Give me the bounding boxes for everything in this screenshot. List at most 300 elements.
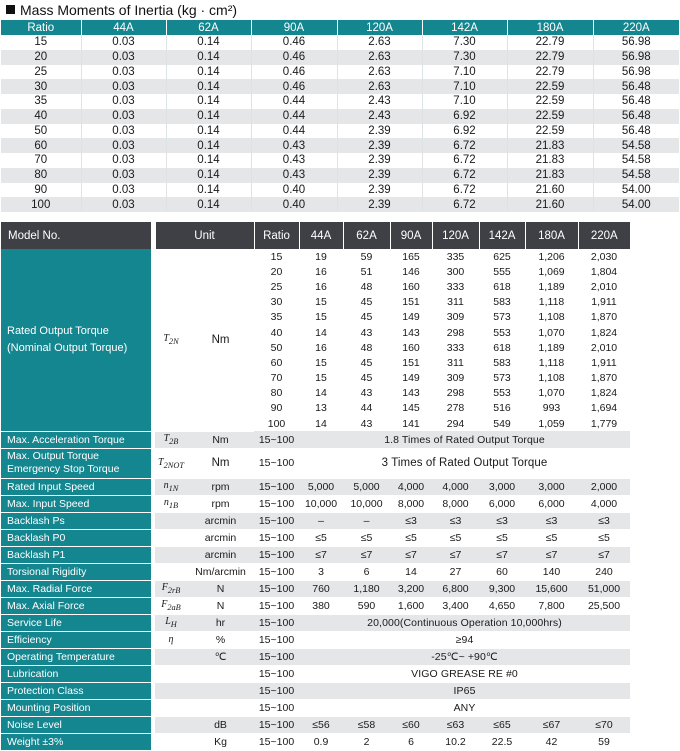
inertia-value-cell: 54.58 [593, 153, 679, 168]
row-label: Weight ±3% [1, 733, 151, 750]
torque-value-cell: 335 [432, 249, 479, 264]
inertia-value-cell: 2.63 [337, 50, 422, 65]
torque-value-cell: 1,069 [525, 264, 578, 279]
torque-ratio-cell: 70 [254, 371, 299, 386]
torque-value-cell: 309 [432, 310, 479, 325]
inertia-value-cell: 0.03 [81, 65, 166, 80]
inertia-value-cell: 0.03 [81, 168, 166, 183]
spec-value-cell: ≤3 [479, 512, 525, 529]
torque-ratio-cell: 20 [254, 264, 299, 279]
inertia-value-cell: 0.44 [251, 109, 337, 124]
rated-output-torque-label [1, 249, 151, 431]
inertia-value-cell: 2.39 [337, 153, 422, 168]
torque-ratio-cell: 25 [254, 279, 299, 294]
spec-span-row [1, 631, 679, 648]
torque-value-cell: 160 [390, 340, 432, 355]
spec-value-cell: 8,000 [390, 495, 432, 512]
spec-value-cell: 7,800 [525, 597, 578, 614]
row-label: Backlash P1 [1, 546, 151, 563]
row-label: Service Life [1, 614, 151, 631]
inertia-value-cell: 0.14 [166, 79, 251, 94]
inertia-header-cell: 120A [337, 20, 422, 35]
torque-value-cell: 1,694 [578, 401, 630, 416]
inertia-row [1, 109, 679, 124]
spec-value-cell: ≤58 [343, 716, 390, 733]
row-ratio: 15~100 [254, 682, 299, 699]
row-unit: arcmin [187, 546, 254, 563]
torque-value-cell: 2,010 [578, 340, 630, 355]
row-label [1, 448, 151, 478]
inertia-row [1, 94, 679, 109]
spec-value-cell: 590 [343, 597, 390, 614]
spec-value-cell: 6 [390, 733, 432, 750]
spec-value-cell: 240 [578, 563, 630, 580]
torque-value-cell: 555 [479, 264, 525, 279]
torque-value-cell: 333 [432, 279, 479, 294]
row-ratio: 15~100 [254, 716, 299, 733]
row-unit [187, 699, 254, 716]
inertia-value-cell: 54.00 [593, 183, 679, 198]
torque-value-cell: 145 [390, 401, 432, 416]
torque-row [1, 249, 679, 264]
inertia-ratio-cell: 80 [1, 168, 81, 183]
row-symbol [155, 733, 187, 750]
inertia-value-cell: 0.14 [166, 35, 251, 50]
torque-value-cell: 298 [432, 325, 479, 340]
torque-value-cell: 16 [299, 279, 343, 294]
inertia-value-cell: 0.14 [166, 94, 251, 109]
inertia-value-cell: 0.43 [251, 153, 337, 168]
inertia-row [1, 138, 679, 153]
row-ratio: 15~100 [254, 512, 299, 529]
page-title-text: Mass Moments of Inertia (kg · cm²) [20, 2, 238, 18]
inertia-value-cell: 2.43 [337, 94, 422, 109]
spec-value-cell: 9,300 [479, 580, 525, 597]
header-220a: 220A [578, 222, 630, 249]
row-label: Noise Level [1, 716, 151, 733]
spec-value-cell: 10,000 [343, 495, 390, 512]
spec-row [1, 495, 679, 512]
spec-value-cell: ≤7 [432, 546, 479, 563]
torque-value-cell: 16 [299, 264, 343, 279]
header-62a: 62A [343, 222, 390, 249]
spec-value-cell: ≤56 [299, 716, 343, 733]
torque-value-cell: 2,030 [578, 249, 630, 264]
inertia-value-cell: 6.72 [422, 197, 507, 212]
torque-ratio-cell: 15 [254, 249, 299, 264]
inertia-value-cell: 2.39 [337, 168, 422, 183]
row-symbol [155, 648, 187, 665]
row-symbol: η [155, 631, 187, 648]
torque-value-cell: 1,189 [525, 279, 578, 294]
row-unit: rpm [187, 495, 254, 512]
spec-value-cell: 4,000 [390, 478, 432, 495]
row-label: Rated Input Speed [1, 478, 151, 495]
inertia-value-cell: 54.58 [593, 168, 679, 183]
spec-span-row [1, 682, 679, 699]
spec-row [1, 529, 679, 546]
spec-row-weight [1, 733, 679, 750]
row-label: Max. Input Speed [1, 495, 151, 512]
torque-value-cell: 48 [343, 340, 390, 355]
inertia-value-cell: 7.10 [422, 65, 507, 80]
torque-value-cell: 43 [343, 416, 390, 431]
span-value: 3 Times of Rated Output Torque [299, 448, 630, 478]
spec-value-cell: ≤5 [525, 529, 578, 546]
spec-value-cell: ≤7 [343, 546, 390, 563]
row-symbol: $F_{2rB}$ [155, 580, 187, 597]
torque-ratio-cell: 60 [254, 355, 299, 370]
inertia-value-cell: 56.48 [593, 94, 679, 109]
spec-header-row [1, 222, 679, 249]
torque-value-cell: 149 [390, 371, 432, 386]
spec-row [1, 597, 679, 614]
spec-row-max-output-torque [1, 448, 679, 478]
spec-value-cell: 3,000 [479, 478, 525, 495]
torque-value-cell: 15 [299, 371, 343, 386]
spec-value-cell: 6,000 [479, 495, 525, 512]
spec-value-cell: 6,000 [525, 495, 578, 512]
torque-value-cell: 45 [343, 295, 390, 310]
spec-value-cell: ≤63 [432, 716, 479, 733]
row-symbol: $F_{2aB}$ [155, 597, 187, 614]
inertia-value-cell: 0.14 [166, 153, 251, 168]
spec-row [1, 546, 679, 563]
torque-value-cell: 43 [343, 386, 390, 401]
spec-value-cell: ≤3 [525, 512, 578, 529]
spec-value-cell: 760 [299, 580, 343, 597]
torque-value-cell: 1,779 [578, 416, 630, 431]
rated-output-torque-text: Rated Output Torque [7, 324, 109, 337]
spec-value-cell: 51,000 [578, 580, 630, 597]
torque-value-cell: 141 [390, 416, 432, 431]
row-label: Backlash P0 [1, 529, 151, 546]
inertia-row [1, 65, 679, 80]
inertia-value-cell: 0.14 [166, 50, 251, 65]
spec-row [1, 512, 679, 529]
spec-value-cell: 6 [343, 563, 390, 580]
inertia-header-cell: 44A [81, 20, 166, 35]
row-unit: hr [187, 614, 254, 631]
torque-value-cell: 1,206 [525, 249, 578, 264]
inertia-value-cell: 6.92 [422, 109, 507, 124]
spec-row-noise [1, 716, 679, 733]
row-ratio: 15~100 [254, 614, 299, 631]
torque-value-cell: 553 [479, 325, 525, 340]
torque-value-cell: 146 [390, 264, 432, 279]
row-ratio: 15~100 [254, 580, 299, 597]
inertia-header-cell: 180A [507, 20, 593, 35]
spec-value-cell: 10,000 [299, 495, 343, 512]
torque-value-cell: 19 [299, 249, 343, 264]
header-180a: 180A [525, 222, 578, 249]
torque-value-cell: 1,911 [578, 295, 630, 310]
spec-value-cell: 3,000 [525, 478, 578, 495]
row-ratio: 15~100 [254, 448, 299, 478]
spec-value-cell: 2,000 [578, 478, 630, 495]
inertia-value-cell: 0.40 [251, 183, 337, 198]
torque-value-cell: 13 [299, 401, 343, 416]
inertia-value-cell: 7.30 [422, 50, 507, 65]
spec-value-cell: 5,000 [299, 478, 343, 495]
torque-value-cell: 993 [525, 401, 578, 416]
inertia-row [1, 50, 679, 65]
row-unit: arcmin [187, 529, 254, 546]
inertia-value-cell: 0.03 [81, 138, 166, 153]
inertia-value-cell: 22.59 [507, 94, 593, 109]
spec-value-cell: ≤7 [578, 546, 630, 563]
max-output-torque-text: Max. Output Torque [7, 450, 100, 463]
row-unit: % [187, 631, 254, 648]
inertia-ratio-cell: 90 [1, 183, 81, 198]
torque-value-cell: 294 [432, 416, 479, 431]
inertia-value-cell: 0.40 [251, 197, 337, 212]
spec-row-max-acceleration-torque [1, 431, 679, 448]
inertia-ratio-cell: 50 [1, 124, 81, 139]
inertia-value-cell: 6.72 [422, 138, 507, 153]
spec-value-cell: 25,500 [578, 597, 630, 614]
span-value: VIGO GREASE RE #0 [299, 665, 630, 682]
inertia-value-cell: 22.59 [507, 109, 593, 124]
spec-value-cell: ≤5 [390, 529, 432, 546]
torque-unit: Nm [187, 249, 254, 431]
row-symbol [155, 546, 187, 563]
spec-value-cell: 2 [343, 733, 390, 750]
inertia-value-cell: 0.14 [166, 183, 251, 198]
row-symbol [155, 529, 187, 546]
row-ratio: 15~100 [254, 665, 299, 682]
inertia-value-cell: 54.00 [593, 197, 679, 212]
row-label: Operating Temperature [1, 648, 151, 665]
inertia-value-cell: 0.03 [81, 94, 166, 109]
header-120a: 120A [432, 222, 479, 249]
header-model-no: Model No. [1, 222, 151, 249]
inertia-value-cell: 54.58 [593, 138, 679, 153]
spec-value-cell: 5,000 [343, 478, 390, 495]
row-ratio: 15~100 [254, 631, 299, 648]
inertia-value-cell: 0.43 [251, 138, 337, 153]
inertia-header-cell: 220A [593, 20, 679, 35]
row-symbol: $n_{1B}$ [155, 495, 187, 512]
spec-row [1, 563, 679, 580]
torque-ratio-cell: 30 [254, 295, 299, 310]
spec-row [1, 580, 679, 597]
inertia-value-cell: 0.46 [251, 35, 337, 50]
spec-value-cell: 140 [525, 563, 578, 580]
spec-value-cell: 60 [479, 563, 525, 580]
inertia-value-cell: 0.14 [166, 109, 251, 124]
torque-value-cell: 45 [343, 371, 390, 386]
row-unit [187, 682, 254, 699]
spec-value-cell: ≤5 [432, 529, 479, 546]
spec-value-cell: ≤5 [479, 529, 525, 546]
row-unit: rpm [187, 478, 254, 495]
torque-value-cell: 1,824 [578, 386, 630, 401]
row-symbol [155, 682, 187, 699]
row-symbol [155, 716, 187, 733]
torque-value-cell: 43 [343, 325, 390, 340]
emergency-stop-torque-text: Emergency Stop Torque [7, 463, 120, 476]
inertia-value-cell: 0.03 [81, 183, 166, 198]
spec-value-cell: ≤67 [525, 716, 578, 733]
inertia-row [1, 168, 679, 183]
inertia-value-cell: 0.43 [251, 168, 337, 183]
inertia-table [1, 20, 679, 212]
inertia-header-cell: Ratio [1, 20, 81, 35]
row-ratio: 15~100 [254, 648, 299, 665]
inertia-value-cell: 0.46 [251, 79, 337, 94]
inertia-ratio-cell: 40 [1, 109, 81, 124]
inertia-ratio-cell: 25 [1, 65, 81, 80]
span-value: 1.8 Times of Rated Output Torque [299, 431, 630, 448]
inertia-value-cell: 7.10 [422, 94, 507, 109]
inertia-row [1, 153, 679, 168]
row-symbol: $L_H$ [155, 614, 187, 631]
spec-value-cell: ≤3 [578, 512, 630, 529]
row-label: Max. Acceleration Torque [1, 431, 151, 448]
inertia-value-cell: 6.92 [422, 124, 507, 139]
bullet-square-icon [6, 5, 15, 14]
torque-value-cell: 573 [479, 310, 525, 325]
spec-value-cell: 10.2 [432, 733, 479, 750]
spec-value-cell: 14 [390, 563, 432, 580]
inertia-value-cell: 0.46 [251, 65, 337, 80]
row-symbol [155, 699, 187, 716]
spec-value-cell: 3,400 [432, 597, 479, 614]
inertia-value-cell: 56.98 [593, 35, 679, 50]
torque-ratio-cell: 35 [254, 310, 299, 325]
torque-value-cell: 1,911 [578, 355, 630, 370]
inertia-row [1, 79, 679, 94]
torque-value-cell: 573 [479, 371, 525, 386]
inertia-value-cell: 0.14 [166, 168, 251, 183]
row-unit: N [187, 580, 254, 597]
torque-ratio-cell: 90 [254, 401, 299, 416]
spec-value-cell: 4,000 [578, 495, 630, 512]
torque-value-cell: 1,824 [578, 325, 630, 340]
spec-value-cell: ≤3 [432, 512, 479, 529]
inertia-value-cell: 0.14 [166, 124, 251, 139]
span-value: 20,000(Continuous Operation 10,000hrs) [299, 614, 630, 631]
spec-value-cell: 4,650 [479, 597, 525, 614]
spec-table [1, 222, 679, 751]
inertia-value-cell: 2.39 [337, 138, 422, 153]
inertia-value-cell: 21.60 [507, 197, 593, 212]
torque-value-cell: 1,070 [525, 325, 578, 340]
torque-value-cell: 1,804 [578, 264, 630, 279]
row-unit: ℃ [187, 648, 254, 665]
row-unit: Kg [187, 733, 254, 750]
torque-value-cell: 48 [343, 279, 390, 294]
row-unit: Nm [187, 448, 254, 478]
inertia-header-cell: 62A [166, 20, 251, 35]
inertia-value-cell: 56.48 [593, 109, 679, 124]
row-ratio: 15~100 [254, 529, 299, 546]
torque-value-cell: 45 [343, 355, 390, 370]
row-label: Protection Class [1, 682, 151, 699]
row-unit: dB [187, 716, 254, 733]
spec-value-cell: ≤7 [390, 546, 432, 563]
inertia-value-cell: 22.79 [507, 50, 593, 65]
torque-value-cell: 1,070 [525, 386, 578, 401]
inertia-value-cell: 0.44 [251, 124, 337, 139]
spec-value-cell: ≤5 [299, 529, 343, 546]
torque-value-cell: 15 [299, 355, 343, 370]
inertia-row [1, 124, 679, 139]
spec-value-cell: ≤7 [479, 546, 525, 563]
header-ratio: Ratio [254, 222, 299, 249]
torque-value-cell: 553 [479, 386, 525, 401]
header-44a: 44A [299, 222, 343, 249]
torque-value-cell: 333 [432, 340, 479, 355]
torque-value-cell: 618 [479, 279, 525, 294]
inertia-ratio-cell: 15 [1, 35, 81, 50]
row-unit [187, 665, 254, 682]
spec-value-cell: ≤7 [299, 546, 343, 563]
torque-value-cell: 14 [299, 386, 343, 401]
inertia-value-cell: 22.79 [507, 35, 593, 50]
row-symbol: $n_{1N}$ [155, 478, 187, 495]
inertia-row [1, 183, 679, 198]
row-ratio: 15~100 [254, 546, 299, 563]
inertia-header-cell: 142A [422, 20, 507, 35]
spec-span-row [1, 665, 679, 682]
spec-value-cell: ≤7 [525, 546, 578, 563]
row-unit: Nm [187, 431, 254, 448]
inertia-value-cell: 56.98 [593, 65, 679, 80]
spec-span-row [1, 648, 679, 665]
spec-value-cell: ≤3 [390, 512, 432, 529]
torque-value-cell: 14 [299, 416, 343, 431]
torque-value-cell: 1,108 [525, 371, 578, 386]
spec-value-cell: 15,600 [525, 580, 578, 597]
spec-row [1, 478, 679, 495]
header-unit: Unit [155, 222, 254, 249]
torque-value-cell: 1,118 [525, 355, 578, 370]
spec-value-cell: 6,800 [432, 580, 479, 597]
inertia-value-cell: 6.72 [422, 153, 507, 168]
torque-value-cell: 149 [390, 310, 432, 325]
inertia-value-cell: 0.03 [81, 124, 166, 139]
torque-value-cell: 15 [299, 310, 343, 325]
inertia-value-cell: 0.03 [81, 79, 166, 94]
inertia-value-cell: 6.72 [422, 183, 507, 198]
torque-ratio-cell: 80 [254, 386, 299, 401]
row-ratio: 15~100 [254, 563, 299, 580]
row-unit: arcmin [187, 512, 254, 529]
inertia-value-cell: 0.44 [251, 94, 337, 109]
torque-symbol: $T_{2N}$ [155, 249, 187, 431]
torque-value-cell: 51 [343, 264, 390, 279]
inertia-value-cell: 0.03 [81, 35, 166, 50]
row-symbol [155, 563, 187, 580]
torque-value-cell: 151 [390, 295, 432, 310]
span-value: ≥94 [299, 631, 630, 648]
spec-value-cell: 4,000 [432, 478, 479, 495]
row-label: Mounting Position [1, 699, 151, 716]
row-ratio: 15~100 [254, 733, 299, 750]
inertia-value-cell: 0.46 [251, 50, 337, 65]
spec-span-row [1, 699, 679, 716]
inertia-ratio-cell: 20 [1, 50, 81, 65]
row-ratio: 15~100 [254, 495, 299, 512]
torque-value-cell: 278 [432, 401, 479, 416]
header-142a: 142A [479, 222, 525, 249]
torque-value-cell: 1,870 [578, 371, 630, 386]
spec-value-cell: ≤5 [578, 529, 630, 546]
torque-ratio-cell: 100 [254, 416, 299, 431]
spec-value-cell: ≤70 [578, 716, 630, 733]
